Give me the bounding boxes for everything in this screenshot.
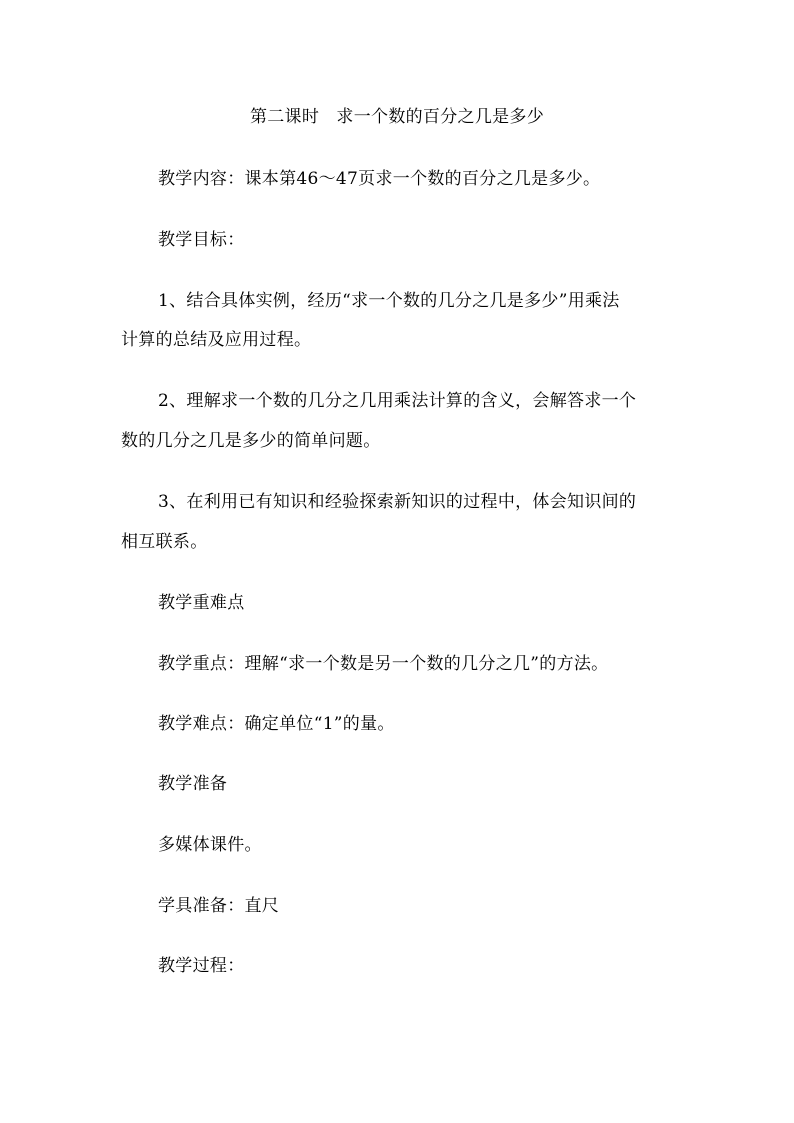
- prep-heading: 教学准备: [158, 774, 228, 794]
- process-heading: 教学过程：: [158, 956, 245, 976]
- teaching-content: 教学内容：课本第46～47页求一个数的百分之几是多少。: [158, 169, 601, 189]
- goal-3-line-1: 3、在利用已有知识和经验探索新知识的过程中，体会知识间的: [158, 492, 637, 512]
- key-difficult-heading: 教学重难点: [158, 593, 245, 613]
- goal-1-line-2: 计算的总结及应用过程。: [121, 330, 312, 350]
- difficult-point: 教学难点：确定单位“1”的量。: [158, 714, 395, 734]
- prep-tools: 学具准备：直尺: [158, 896, 280, 916]
- prep-media: 多媒体课件。: [158, 835, 262, 855]
- goal-2-line-1: 2、理解求一个数的几分之几用乘法计算的含义，会解答求一个: [158, 391, 637, 411]
- key-point: 教学重点：理解“求一个数是另一个数的几分之几”的方法。: [158, 654, 609, 674]
- goal-3-line-2: 相互联系。: [121, 532, 208, 552]
- goal-2-line-2: 数的几分之几是多少的简单问题。: [121, 431, 381, 451]
- goals-heading: 教学目标：: [158, 230, 245, 250]
- lesson-title: 第二课时 求一个数的百分之几是多少: [249, 107, 545, 127]
- goal-1-line-1: 1、结合具体实例，经历“求一个数的几分之几是多少”用乘法: [158, 291, 620, 311]
